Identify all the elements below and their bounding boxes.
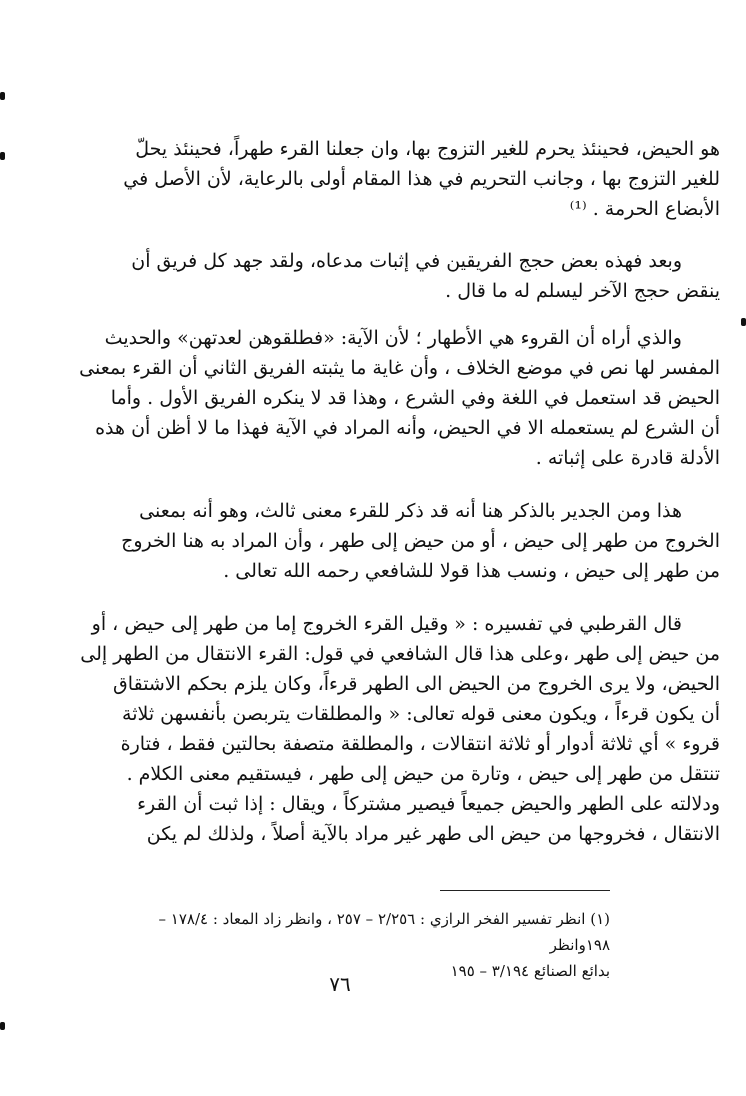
text-line: الحيض قد استعمل في اللغة وفي الشرع ، وهذا قد لا ينكره الفريق الأول . وأما — [110, 387, 720, 409]
footnote-divider — [440, 890, 610, 891]
text-line: وبعد فهذه بعض حجج الفريقين في إثبات مدعاه، ولقد جهد كل فريق أن — [131, 250, 682, 272]
margin-mark — [741, 318, 746, 326]
text-line: أن يكون قرءاً ، ويكون معنى قوله تعالى: « والمطلقات يتربصن بأنفسهن ثلاثة — [122, 703, 720, 725]
margin-mark — [0, 152, 5, 160]
text-line: والذي أراه أن القروء هي الأطهار ؛ لأن الآية: «فطلقوهن لعدتهن» والحديث — [104, 327, 682, 349]
paragraph-4 — [55, 496, 720, 586]
text-line: الخروج من طهر إلى حيض ، أو من حيض إلى طهر ، وأن المراد به هنا الخروج — [121, 530, 720, 552]
paragraph-1 — [55, 134, 720, 224]
text-line: المفسر لها نص في موضع الخلاف ، وأن غاية ما يثبته الفريق الثاني أن القرء بمعنى — [79, 357, 720, 379]
text-line: قال القرطبي في تفسيره : « وقيل القرء الخروج إما من طهر إلى حيض ، أو — [91, 613, 682, 635]
paragraph-5 — [55, 609, 720, 849]
text-line: الأبضاع الحرمة . ⁽¹⁾ — [569, 198, 720, 220]
text-line: من طهر إلى حيض ، ونسب هذا قولا للشافعي رحمه الله تعالى . — [223, 560, 720, 582]
paragraph-2 — [55, 246, 720, 306]
text-line: تنتقل من طهر إلى حيض ، وتارة من حيض إلى طهر ، فيستقيم معنى الكلام . — [126, 763, 720, 785]
text-line: الانتقال ، فخروجها من حيض الى طهر غير مراد بالآية أصلاً ، ولذلك لم يكن — [146, 823, 720, 845]
text-line: ينقض حجج الآخر ليسلم له ما قال . — [445, 280, 720, 302]
text-line: الأدلة قادرة على إثباته . — [535, 447, 720, 469]
footnote-line: (١) انظر تفسير الفخر الرازي : ٢/٢٥٦ – ٢٥٧ ، وانظر زاد المعاد : ١٧٨/٤ – ١٩٨وانظر — [158, 910, 610, 954]
page-number: ٧٦ — [329, 972, 351, 996]
text-line: قروء » أي ثلاثة أدوار أو ثلاثة انتقالات ، والمطلقة متصفة بحالتين فقط ، فتارة — [120, 733, 720, 755]
margin-mark — [0, 1022, 5, 1030]
text-line: الحيض، ولا يرى الخروج من الحيض الى الطهر قرءاً، وكان يلزم بحكم الاشتقاق — [113, 673, 720, 695]
margin-mark — [0, 92, 5, 100]
paragraph-3 — [55, 323, 720, 473]
text-line: هذا ومن الجدير بالذكر هنا أنه قد ذكر للقرء معنى ثالث، وهو أنه بمعنى — [139, 500, 682, 522]
text-line: أن الشرع لم يستعمله الا في الحيض، وأنه المراد في الآية فهذا ما لا أظن أن هذه — [95, 417, 720, 439]
text-line: للغير التزوج بها ، وجانب التحريم في هذا المقام أولى بالرعاية، لأن الأصل في — [123, 168, 720, 190]
footnote-line: بدائع الصنائع ٣/١٩٤ – ١٩٥ — [450, 962, 610, 980]
text-line: هو الحيض، فحينئذ يحرم للغير التزوج بها، وان جعلنا القرء طهراً، فحينئذ يحلّ — [135, 138, 720, 160]
text-line: ودلالته على الطهر والحيض جميعاً فيصير مشتركاً ، ويقال : إذا ثبت أن القرء — [137, 793, 720, 815]
text-line: من حيض إلى طهر ،وعلى هذا قال الشافعي في قول: القرء الانتقال من الطهر إلى — [80, 643, 720, 665]
